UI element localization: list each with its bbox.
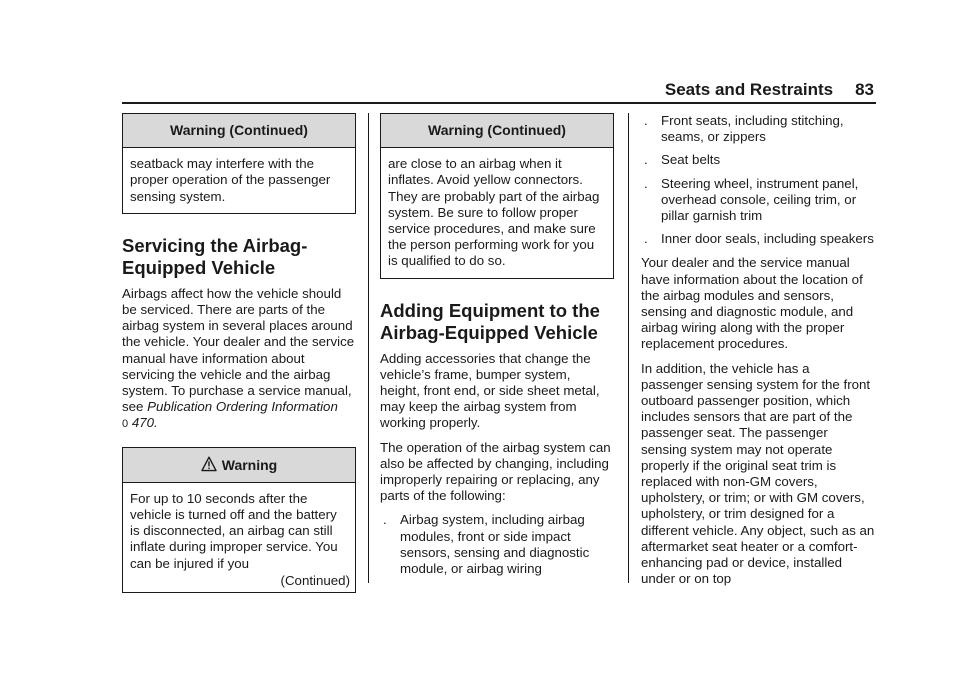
warning-box-body: are close to an airbag when it inflates. Avoid yellow connectors. They are probably part of the airbag system. Be sure to follow proper service procedures, and make sure the person performing work for you is qualified to do so. [388,156,600,269]
section-title: Seats and Restraints [664,80,834,99]
list-item: . Inner door seals, including speakers [644,231,874,247]
warning-box-title: Warning (Continued) [381,114,613,148]
warning-continued-box [380,113,614,279]
list-item: . Front seats, including stitching, seams, or zippers [644,113,844,145]
bullet-icon: . [644,152,648,168]
page-ref-icon: 0 [122,418,129,431]
warning-box [122,447,356,593]
parts-list [380,512,614,577]
warning-box-body: seatback may interfere with the proper operation of the passenger sensing system. [130,156,331,204]
warning-box-body: For up to 10 seconds after the vehicle is turned off and the battery is disconnected, an airbag can still inflate during improper service. You can be injured if you (Continued) [130,490,350,588]
column-divider [628,113,629,583]
column-3 [641,113,875,595]
warning-box-title: Warning (Continued) [123,114,355,148]
servicing-paragraph: Airbags affect how the vehicle should be serviced. There are parts of the airbag system in several places around the vehicle. Your dealer and the service manual have information about servicing the vehicle and the airbag system. To purchase a service manual, see Publication Ordering Information 0 470. [122,285,355,431]
bullet-icon: . [644,175,648,191]
section-heading-adding-equipment: Adding Equipment to the Airbag-Equipped Vehicle [380,299,600,343]
continued-label: (Continued) [280,572,350,588]
column-divider [368,113,369,583]
warning-box-title: Warning [123,448,355,483]
adding-paragraph-1: Adding accessories that change the vehicle’s frame, bumper system, height, front end, or side sheet metal, may keep the airbag system from working properly. [380,350,600,431]
header-rule [122,102,876,104]
parts-list-continued [641,113,875,247]
section-heading-servicing: Servicing the Airbag-Equipped Vehicle [122,234,308,278]
warning-triangle-icon [201,456,217,472]
adding-paragraph-2: The operation of the airbag system can also be affected by changing, including improperly repairing or replacing, any parts of the following: [380,439,611,504]
list-item: . Airbag system, including airbag modules, front or side impact sensors, sensing and diagnostic module, or airbag wiring [383,512,590,577]
bullet-icon: . [644,231,648,247]
bullet-icon: . [644,113,648,128]
column-1 [122,113,356,593]
page-header [665,80,874,100]
bullet-icon: . [383,512,387,528]
list-item: . Seat belts [644,152,721,168]
passenger-sensing-paragraph: In addition, the vehicle has a passenger sensing system for the front outboard passenger position, which includes sensors that are part of the passenger seat. The passenger sensing system may not operate properly if the original seat trim is replaced with non-GM covers, upholstery, or trim; or with GM covers, upholstery, or trim designed for a different vehicle. Any object, such as an aftermarket seat heater or a comfort-enhancing pad or device, installed under or on top [641,360,875,587]
page-number: 83 [855,80,874,99]
warning-continued-box [122,113,356,214]
cross-reference-link[interactable]: Publication Ordering Information 0 470. [122,399,338,431]
list-item: . Steering wheel, instrument panel, overhead console, ceiling trim, or pillar garnish trim [644,175,859,224]
column-2 [380,113,614,585]
dealer-paragraph: Your dealer and the service manual have information about the location of the airbag modules and sensors, sensing and diagnostic module, and airbag wiring along with the proper replacement procedures. [641,255,863,352]
